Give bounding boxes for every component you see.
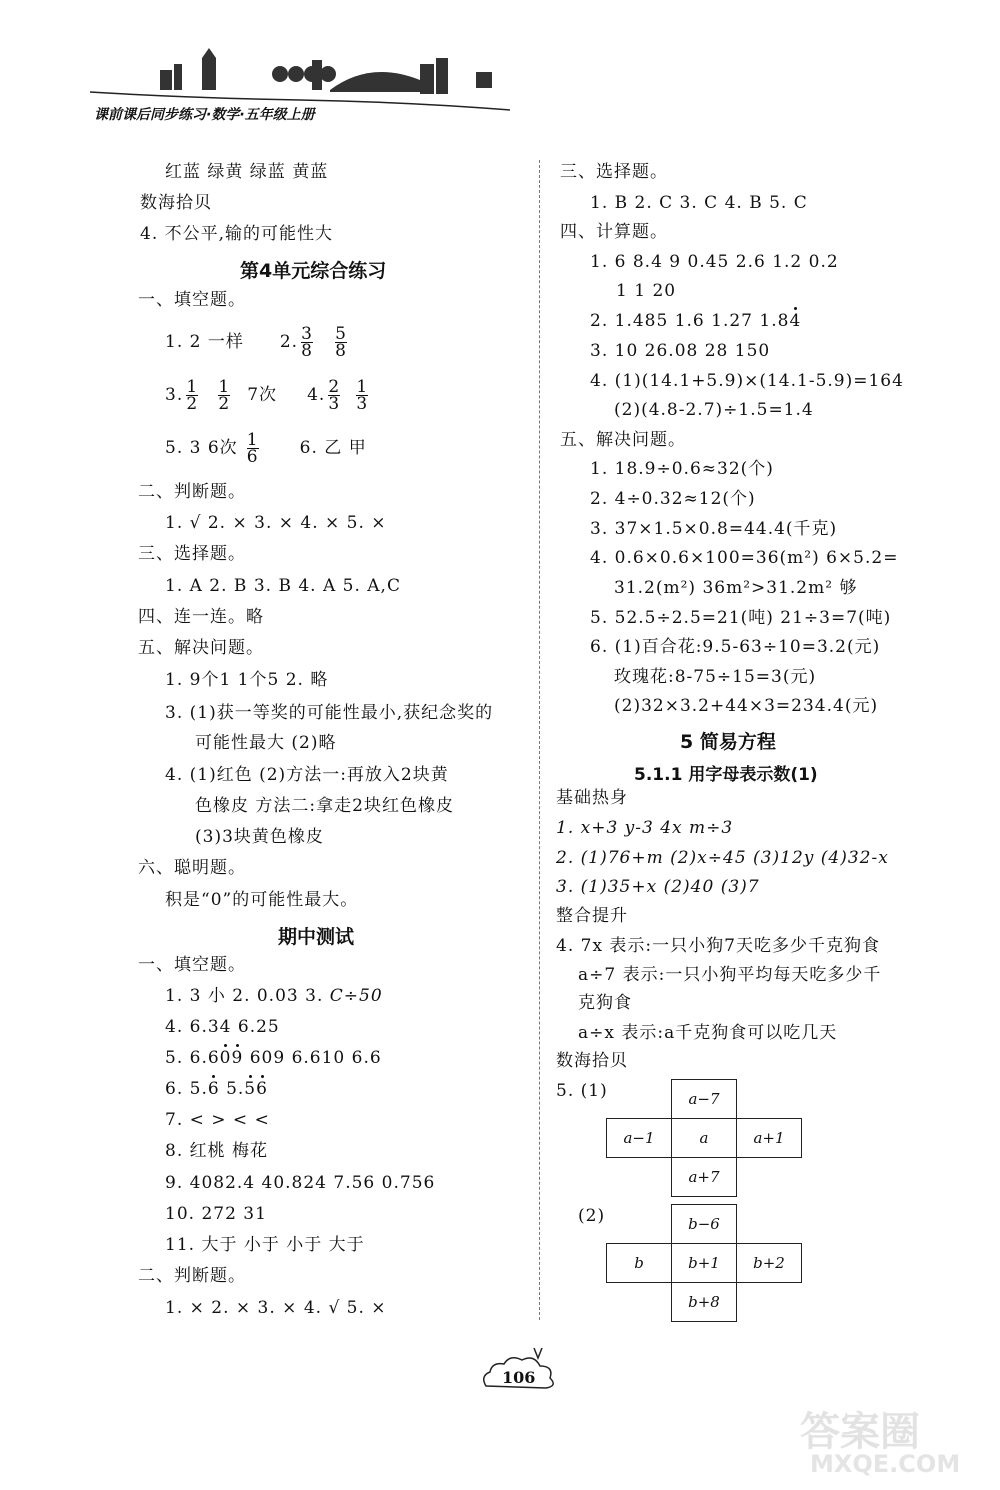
- fraction: $\frac{1}{2}$: [218, 376, 231, 414]
- grid-cell: b−6: [672, 1205, 737, 1244]
- watermark-logo-text: 答案圈: [800, 1409, 920, 1455]
- answer-line: 4. 不公平,输的可能性大: [140, 224, 334, 244]
- answer-line: (2)(4.8-2.7)÷1.5=1.4: [614, 400, 814, 420]
- grid-cell: b+1: [672, 1244, 737, 1283]
- answer-line: 红蓝 绿黄 绿蓝 黄蓝: [165, 162, 329, 182]
- grid-cell: a+1: [737, 1119, 802, 1158]
- answer-line: 色橡皮 方法二:拿走2块红色橡皮: [195, 796, 454, 816]
- answer-line: 11. 大于 小于 小于 大于: [165, 1235, 365, 1255]
- answer-line: 3. (1)获一等奖的可能性最小,获纪念奖的: [165, 703, 494, 723]
- answer-line: 3. 37×1.5×0.8=44.4(千克): [590, 519, 838, 539]
- column-divider: [539, 160, 540, 1320]
- answer-line: 1. 3 小 2. 0.03 3. C÷50: [165, 986, 383, 1006]
- answer-line: 3. (1)35+x (2)40 (3)7: [556, 877, 760, 897]
- fraction: $\frac{2}{3}$: [328, 376, 341, 414]
- grid-cell: b: [607, 1244, 672, 1283]
- answer-line: 克狗食: [578, 993, 632, 1013]
- answer-line: (3)3块黄色橡皮: [195, 827, 324, 847]
- section-heading: 一、填空题。: [138, 955, 246, 975]
- answer-label: (2): [578, 1206, 606, 1226]
- section-heading: 三、选择题。: [560, 162, 668, 182]
- grid-cell: a+7: [672, 1158, 737, 1197]
- answer-text: 1. 2 一样: [165, 332, 244, 352]
- fill-answer-row-3: [165, 428, 367, 468]
- answer-text: 4.: [307, 385, 326, 405]
- fraction: $\frac{3}{8}$: [301, 323, 313, 361]
- grid-cell: a−1: [607, 1119, 672, 1158]
- answer-text: 2.: [279, 332, 299, 352]
- answer-line: 10. 272 31: [165, 1204, 267, 1224]
- answer-text: 7次: [247, 385, 278, 405]
- watermark-url: MXQE.COM: [810, 1450, 961, 1478]
- midterm-title: 期中测试: [278, 926, 355, 948]
- answer-line: 可能性最大 (2)略: [195, 733, 337, 753]
- answer-text: 3.: [165, 385, 184, 405]
- answer-line: 1. × 2. × 3. × 4. √ 5. ×: [165, 1298, 387, 1318]
- page-number: 106: [502, 1368, 536, 1387]
- answer-line: 5. 6.609 609 6.610 6.6: [165, 1048, 382, 1068]
- watermark: [800, 1400, 990, 1480]
- answer-line: a÷x 表示:a千克狗食可以吃几天: [578, 1023, 838, 1043]
- answer-line: a÷7 表示:一只小狗平均每天吃多少千: [578, 965, 882, 985]
- answer-line: 6. 5.6 5.56: [165, 1079, 268, 1099]
- fill-answer-row-2: [165, 375, 371, 415]
- fraction: $\frac{1}{2}$: [186, 376, 199, 414]
- answer-line: 2. 4÷0.32≈12(个): [590, 489, 756, 509]
- section-heading: 五、解决问题。: [138, 638, 264, 658]
- fill-answer-row-1: [165, 322, 350, 362]
- grid-cell: a−7: [672, 1080, 737, 1119]
- answer-line: 31.2(m²) 36m²>31.2m² 够: [614, 578, 858, 598]
- answer-line: 5. 52.5÷2.5=21(吨) 21÷3=7(吨): [590, 608, 892, 628]
- subsection-label: 整合提升: [556, 906, 628, 926]
- answer-line: 2. 1.485 1.6 1.27 1.84: [590, 311, 802, 331]
- section-heading: 二、判断题。: [138, 482, 246, 502]
- section-heading: 二、判断题。: [138, 1266, 246, 1286]
- answer-line: 6. (1)百合花:9.5-63÷10=3.2(元): [590, 637, 881, 657]
- answer-line: 1. x+3 y-3 4x m÷3: [556, 818, 734, 838]
- answer-line: 3. 10 26.08 28 150: [590, 341, 771, 361]
- answer-line: 1 1 20: [616, 281, 677, 301]
- grid-cell: b+8: [672, 1283, 737, 1322]
- answer-line: 玫瑰花:8-75÷15=3(元): [614, 667, 817, 687]
- answer-line: 4. 6.34 6.25: [165, 1017, 280, 1037]
- header-banner: [90, 40, 510, 130]
- fraction: $\frac{1}{6}$: [246, 429, 259, 467]
- answer-line: 积是“0”的可能性最大。: [165, 890, 359, 910]
- answer-text: 6. 乙 甲: [299, 438, 367, 458]
- grid-cell: a: [672, 1119, 737, 1158]
- section-heading: 五、解决问题。: [560, 430, 686, 450]
- answer-line: 4. 7x 表示:一只小狗7天吃多少千克狗食: [556, 936, 880, 956]
- subsection-label: 基础热身: [556, 788, 628, 808]
- answer-line: 1. 9个1 1个5 2. 略: [165, 670, 329, 690]
- answer-line: 4. (1)红色 (2)方法一:再放入2块黄: [165, 765, 449, 785]
- answer-line: 4. (1)(14.1+5.9)×(14.1-5.9)=164: [590, 371, 904, 391]
- answer-line: (2)32×3.2+44×3=234.4(元): [614, 696, 879, 716]
- answer-line: 1. A 2. B 3. B 4. A 5. A,C: [165, 576, 401, 596]
- cross-grid-1: [606, 1079, 802, 1197]
- answer-label: 5. (1): [556, 1081, 608, 1101]
- grid-cell: b+2: [737, 1244, 802, 1283]
- section-heading: 四、连一连。略: [138, 607, 264, 627]
- answer-line: 1. B 2. C 3. C 4. B 5. C: [590, 193, 808, 213]
- answer-line: 1. 6 8.4 9 0.45 2.6 1.2 0.2: [590, 252, 839, 272]
- fraction: $\frac{5}{8}$: [335, 323, 347, 361]
- section-title: 5.1.1 用字母表示数(1): [634, 765, 818, 785]
- answer-line: 4. 0.6×0.6×100=36(m²) 6×5.2=: [590, 548, 899, 568]
- answer-line: 1. √ 2. × 3. × 4. × 5. ×: [165, 513, 387, 533]
- fraction: $\frac{1}{3}$: [356, 376, 369, 414]
- page-number-badge: [476, 1342, 560, 1394]
- cross-grid-2: [606, 1204, 802, 1322]
- section-label: 数海拾贝: [140, 193, 212, 213]
- chapter5-title: 5 简易方程: [680, 731, 776, 753]
- section-heading: 六、聪明题。: [138, 858, 246, 878]
- section-heading: 一、填空题。: [138, 290, 246, 310]
- answer-line: 2. (1)76+m (2)x÷45 (3)12y (4)32-x: [556, 848, 889, 868]
- subsection-label: 数海拾贝: [556, 1051, 628, 1071]
- answer-text: 5. 3 6次: [165, 438, 238, 458]
- unit4-title: 第4单元综合练习: [240, 260, 387, 282]
- answer-line: 8. 红桃 梅花: [165, 1141, 269, 1161]
- answer-line: 9. 4082.4 40.824 7.56 0.756: [165, 1173, 436, 1193]
- answer-line: 7. < > < <: [165, 1110, 270, 1130]
- book-title: 课前课后同步练习·数学·五年级上册: [94, 107, 315, 123]
- section-heading: 三、选择题。: [138, 544, 246, 564]
- section-heading: 四、计算题。: [560, 222, 668, 242]
- answer-line: 1. 18.9÷0.6≈32(个): [590, 459, 774, 479]
